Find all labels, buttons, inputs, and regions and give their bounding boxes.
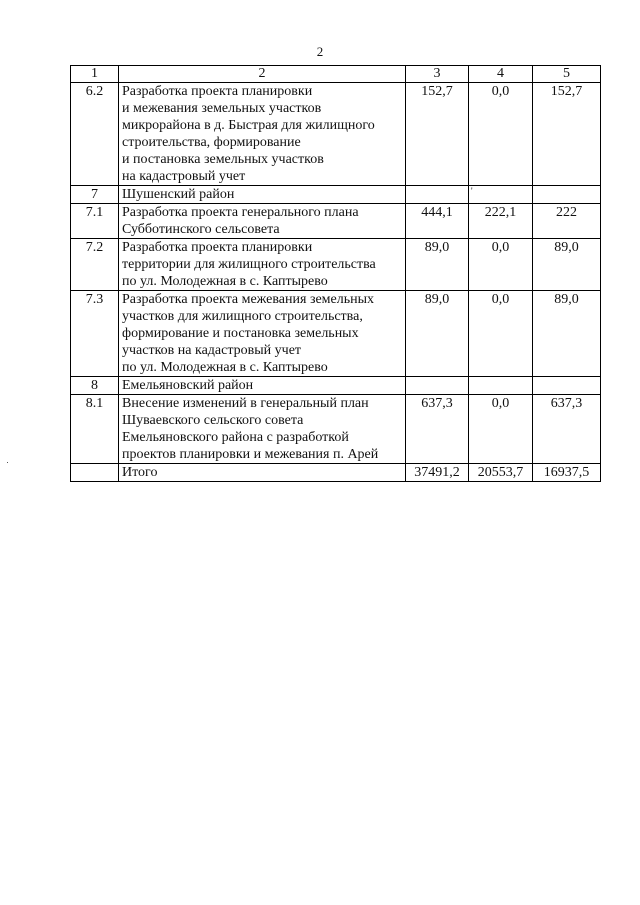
row-number-cell: 7.1 <box>71 204 119 239</box>
row-value-col5-cell: 16937,5 <box>533 464 601 482</box>
row-number-cell: 7.3 <box>71 291 119 377</box>
row-description-cell: Шушенский район <box>119 186 406 204</box>
row-number-cell: 6.2 <box>71 83 119 186</box>
row-value-col4-cell: 0,0 <box>469 83 533 186</box>
row-value-col4-cell: 0,0 <box>469 291 533 377</box>
row-description-cell: Разработка проекта генерального плана Субботинского сельсовета <box>119 204 406 239</box>
table-row <box>71 464 601 482</box>
header-col-1: 1 <box>71 66 119 83</box>
table-row <box>71 377 601 395</box>
table-row <box>71 291 601 377</box>
row-value-col5-cell: 152,7 <box>533 83 601 186</box>
row-value-col5-cell: 222 <box>533 204 601 239</box>
row-value-col3-cell: 89,0 <box>406 291 469 377</box>
page-number: 2 <box>316 44 324 59</box>
row-value-col3-cell: 152,7 <box>406 83 469 186</box>
row-value-col4-cell <box>469 186 533 204</box>
header-col-4: 4 <box>469 66 533 83</box>
row-value-col5-cell: 89,0 <box>533 291 601 377</box>
header-col-2: 2 <box>119 66 406 83</box>
table-row <box>71 239 601 291</box>
row-description-cell: Разработка проекта планировки территории для жилищного строительства по ул. Молодежная в с. Каптырево <box>119 239 406 291</box>
row-value-col3-cell: 89,0 <box>406 239 469 291</box>
row-value-col5-cell <box>533 377 601 395</box>
row-description-cell: Разработка проекта межевания земельных участков для жилищного строительства, формирование и постановка земельных участков на кадастровый учет по ул. Молодежная в с. Каптырево <box>119 291 406 377</box>
row-description-cell: Итого <box>119 464 406 482</box>
row-number-cell: 8.1 <box>71 395 119 464</box>
row-number-cell: 8 <box>71 377 119 395</box>
row-value-col3-cell <box>406 186 469 204</box>
row-value-col5-cell: 637,3 <box>533 395 601 464</box>
row-value-col3-cell: 444,1 <box>406 204 469 239</box>
table-row <box>71 83 601 186</box>
row-number-cell <box>71 464 119 482</box>
row-description-cell: Разработка проекта планировки и межевания земельных участков микрорайона в д. Быстрая для жилищного строительства, формирование и постановка земельных участков на кадастровый учет <box>119 83 406 186</box>
row-value-col3-cell: 37491,2 <box>406 464 469 482</box>
row-value-col3-cell: 637,3 <box>406 395 469 464</box>
row-value-col4-cell <box>469 377 533 395</box>
margin-speck <box>7 462 8 463</box>
budget-table <box>70 65 601 482</box>
table-row <box>71 395 601 464</box>
row-value-col3-cell <box>406 377 469 395</box>
table-row <box>71 204 601 239</box>
row-description-cell: Емельяновский район <box>119 377 406 395</box>
header-col-3: 3 <box>406 66 469 83</box>
table-row <box>71 186 601 204</box>
row-value-col4-cell: 222,1 <box>469 204 533 239</box>
table-header-row <box>71 66 601 83</box>
row-number-cell: 7.2 <box>71 239 119 291</box>
stray-mark: ' <box>471 186 473 196</box>
row-description-cell: Внесение изменений в генеральный план Шуваевского сельского совета Емельяновского района с разработкой проектов планировки и межевания п. Арей <box>119 395 406 464</box>
row-value-col5-cell: 89,0 <box>533 239 601 291</box>
row-number-cell: 7 <box>71 186 119 204</box>
row-value-col5-cell <box>533 186 601 204</box>
header-col-5: 5 <box>533 66 601 83</box>
row-value-col4-cell: 0,0 <box>469 239 533 291</box>
row-value-col4-cell: 20553,7 <box>469 464 533 482</box>
row-value-col4-cell: 0,0 <box>469 395 533 464</box>
